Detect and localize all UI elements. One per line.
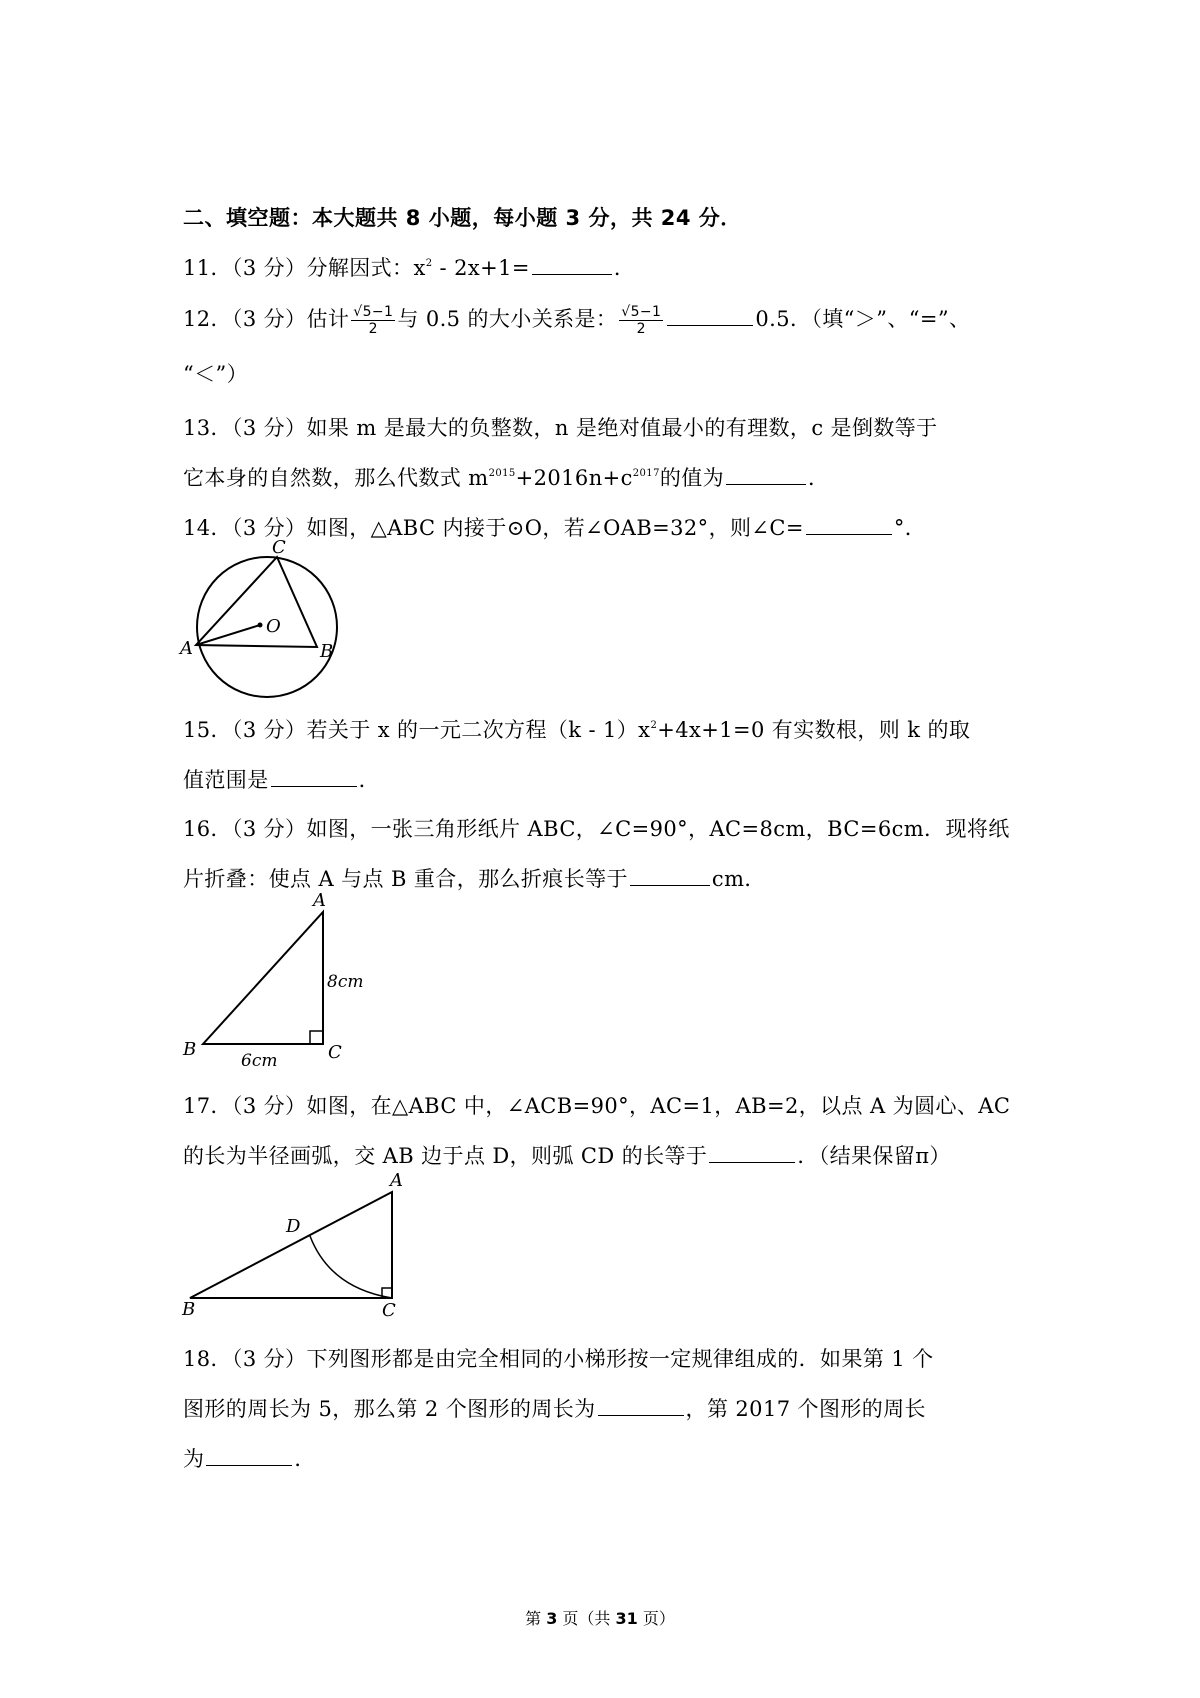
figure-inscribed-triangle: [180, 537, 360, 700]
arc-cd: [310, 1236, 392, 1298]
page-total: 31: [615, 1609, 638, 1628]
label-a: A: [313, 890, 326, 911]
question-16-line2: 片折叠：使点 A 与点 B 重合，那么折痕长等于 cm．: [183, 867, 766, 891]
triangle-abc: [190, 1192, 392, 1298]
label-c: C: [328, 1042, 342, 1063]
answer-blank: [532, 256, 612, 275]
triangle-abc: [203, 912, 323, 1044]
figure-right-triangle-16: [183, 888, 383, 1071]
question-17: 17．（3 分）如图，在△ABC 中，∠ACB=90°，AC=1，AB=2，以点 A 为圆心、AC: [183, 1094, 1011, 1118]
label-c: C: [382, 1300, 396, 1321]
question-11: 11．（3 分）分解因式：$x^2 - 2x+1=$ ．: [183, 256, 636, 280]
label-b: B: [182, 1299, 196, 1320]
label-d: D: [286, 1216, 301, 1237]
answer-blank: [630, 867, 710, 886]
label-b: B: [320, 641, 334, 662]
question-18: 18．（3 分）下列图形都是由完全相同的小梯形按一定规律组成的．如果第 1 个: [183, 1347, 934, 1371]
label-b: B: [183, 1039, 197, 1060]
fraction: $\frac{√5-1}{2}$: [621, 304, 662, 337]
right-angle-mark: [310, 1031, 323, 1044]
label-ac: 8cm: [327, 972, 364, 992]
label-a: A: [180, 638, 193, 659]
answer-blank: [709, 1144, 795, 1163]
label-bc: 6cm: [241, 1051, 278, 1071]
figure-triangle-arc-17: [180, 1170, 410, 1320]
page-footer: 第 3 页（共 31 页）: [525, 1609, 675, 1628]
question-16: 16．（3 分）如图，一张三角形纸片 ABC，∠C=90°，AC=8cm，BC=6cm．现将纸: [183, 817, 1010, 841]
answer-blank: [598, 1397, 684, 1416]
question-18-line3: 为 ．: [183, 1447, 316, 1471]
question-13: 13．（3 分）如果 m 是最大的负整数，n 是绝对值最小的有理数，c 是倒数等于: [183, 416, 938, 440]
label-o: O: [266, 616, 281, 637]
question-12-line2: “＜”）: [183, 362, 249, 386]
answer-blank: [806, 516, 892, 535]
label-c: C: [272, 537, 286, 558]
page-number: 3: [546, 1609, 558, 1628]
question-13-line2: 它本身的自然数，那么代数式 $m^{2015}+2016n+c^{2017}$的值为 ．: [183, 466, 830, 490]
answer-blank: [726, 466, 806, 485]
answer-blank: [271, 768, 357, 787]
question-14: 14．（3 分）如图，△ABC 内接于⊙O，若∠OAB=32°，则∠C= °．: [183, 516, 927, 540]
label-a: A: [390, 1170, 403, 1191]
question-12: 12．（3 分）估计 $\frac{√5-1}{2}$ 与 0.5 的大小关系是： $\frac{√5-1}{2}$ 0.5．（填“＞”、“=”、: [183, 304, 971, 337]
question-15-line2: 值范围是 ．: [183, 768, 381, 792]
question-18-line2: 图形的周长为 5，那么第 2 个图形的周长为 ，第 2017 个图形的周长: [183, 1397, 926, 1421]
answer-blank: [206, 1447, 292, 1466]
center-point: [258, 623, 263, 628]
question-17-line2: 的长为半径画弧，交 AB 边于点 D，则弧 CD 的长等于 ．（结果保留π）: [183, 1144, 951, 1168]
fraction: $\frac{√5-1}{2}$: [353, 304, 394, 337]
question-15: 15．（3 分）若关于 x 的一元二次方程$(k - 1)x^2+4x+1=0$ 有实数根，则 k 的取: [183, 718, 971, 742]
triangle-abc: [196, 557, 317, 647]
answer-blank: [667, 307, 753, 326]
section-heading: 二、填空题：本大题共 8 小题，每小题 3 分，共 24 分．: [183, 206, 742, 230]
